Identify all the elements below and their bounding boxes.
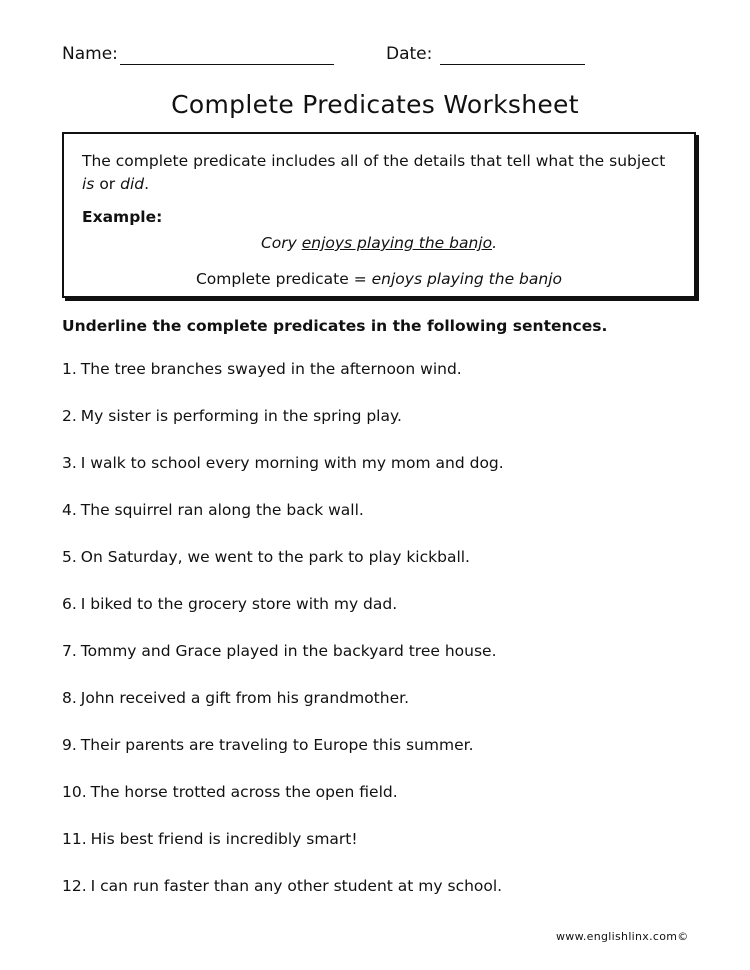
sentence-text[interactable]: On Saturday, we went to the park to play kickball.: [80, 548, 470, 566]
sentence-item[interactable]: [62, 783, 702, 830]
sentence-item[interactable]: [62, 407, 702, 454]
sentence-item[interactable]: [62, 501, 702, 548]
sentence-text[interactable]: The horse trotted across the open field.: [90, 783, 398, 801]
definition-start: The complete predicate includes all of the details that tell what the subject: [82, 152, 666, 170]
sentence-number: 6.: [62, 595, 77, 613]
sentence-text[interactable]: Tommy and Grace played in the backyard tree house.: [80, 642, 497, 660]
sentence-item[interactable]: [62, 360, 702, 407]
answer-value: enjoys playing the banjo: [371, 270, 562, 288]
sentence-number: 9.: [62, 736, 77, 754]
definition-box: [62, 132, 696, 298]
sentence-text[interactable]: John received a gift from his grandmother.: [80, 689, 409, 707]
sentence-item[interactable]: [62, 454, 702, 501]
example-label: Example:: [82, 208, 163, 226]
name-label: Name:: [62, 44, 118, 64]
sentence-number: 10.: [62, 783, 87, 801]
sentence-text[interactable]: My sister is performing in the spring play.: [80, 407, 402, 425]
sentence-list: [62, 360, 702, 924]
example-answer: [64, 270, 694, 288]
definition-or: or: [94, 175, 121, 193]
sentence-item[interactable]: [62, 548, 702, 595]
answer-label: Complete predicate =: [195, 270, 372, 288]
definition-is: is: [82, 175, 95, 193]
sentence-item[interactable]: [62, 736, 702, 783]
worksheet-title: Complete Predicates Worksheet: [171, 90, 579, 119]
sentence-number: 8.: [62, 689, 77, 707]
sentence-text[interactable]: His best friend is incredibly smart!: [90, 830, 358, 848]
definition-did: did: [120, 175, 145, 193]
instructions: Underline the complete predicates in the following sentences.: [62, 317, 608, 335]
sentence-number: 11.: [62, 830, 87, 848]
sentence-text[interactable]: Their parents are traveling to Europe this summer.: [80, 736, 474, 754]
definition-end: .: [144, 175, 150, 193]
sentence-item[interactable]: [62, 595, 702, 642]
sentence-number: 7.: [62, 642, 77, 660]
sentence-number: 2.: [62, 407, 77, 425]
sentence-number: 12.: [62, 877, 87, 895]
sentence-number: 5.: [62, 548, 77, 566]
sentence-item[interactable]: [62, 830, 702, 877]
sentence-item[interactable]: [62, 642, 702, 689]
sentence-text[interactable]: The tree branches swayed in the afternoon wind.: [80, 360, 462, 378]
sentence-text[interactable]: The squirrel ran along the back wall.: [80, 501, 364, 519]
name-blank-line: [120, 64, 334, 65]
sentence-text[interactable]: I walk to school every morning with my mom and dog.: [80, 454, 504, 472]
example-predicate: enjoys playing the banjo: [301, 234, 493, 252]
definition-text: [82, 150, 682, 196]
sentence-number: 3.: [62, 454, 77, 472]
sentence-text[interactable]: I biked to the grocery store with my dad.: [80, 595, 398, 613]
sentence-item[interactable]: [62, 689, 702, 736]
example-sentence: [64, 234, 694, 252]
example-subject: Cory: [260, 234, 302, 252]
date-label: Date:: [386, 44, 433, 64]
date-blank-line: [440, 64, 585, 65]
sentence-item[interactable]: [62, 877, 702, 924]
example-period: .: [492, 234, 498, 252]
sentence-number: 4.: [62, 501, 77, 519]
sentence-number: 1.: [62, 360, 77, 378]
footer-url: www.englishlinx.com©: [556, 930, 689, 943]
sentence-text[interactable]: I can run faster than any other student at my school.: [90, 877, 503, 895]
